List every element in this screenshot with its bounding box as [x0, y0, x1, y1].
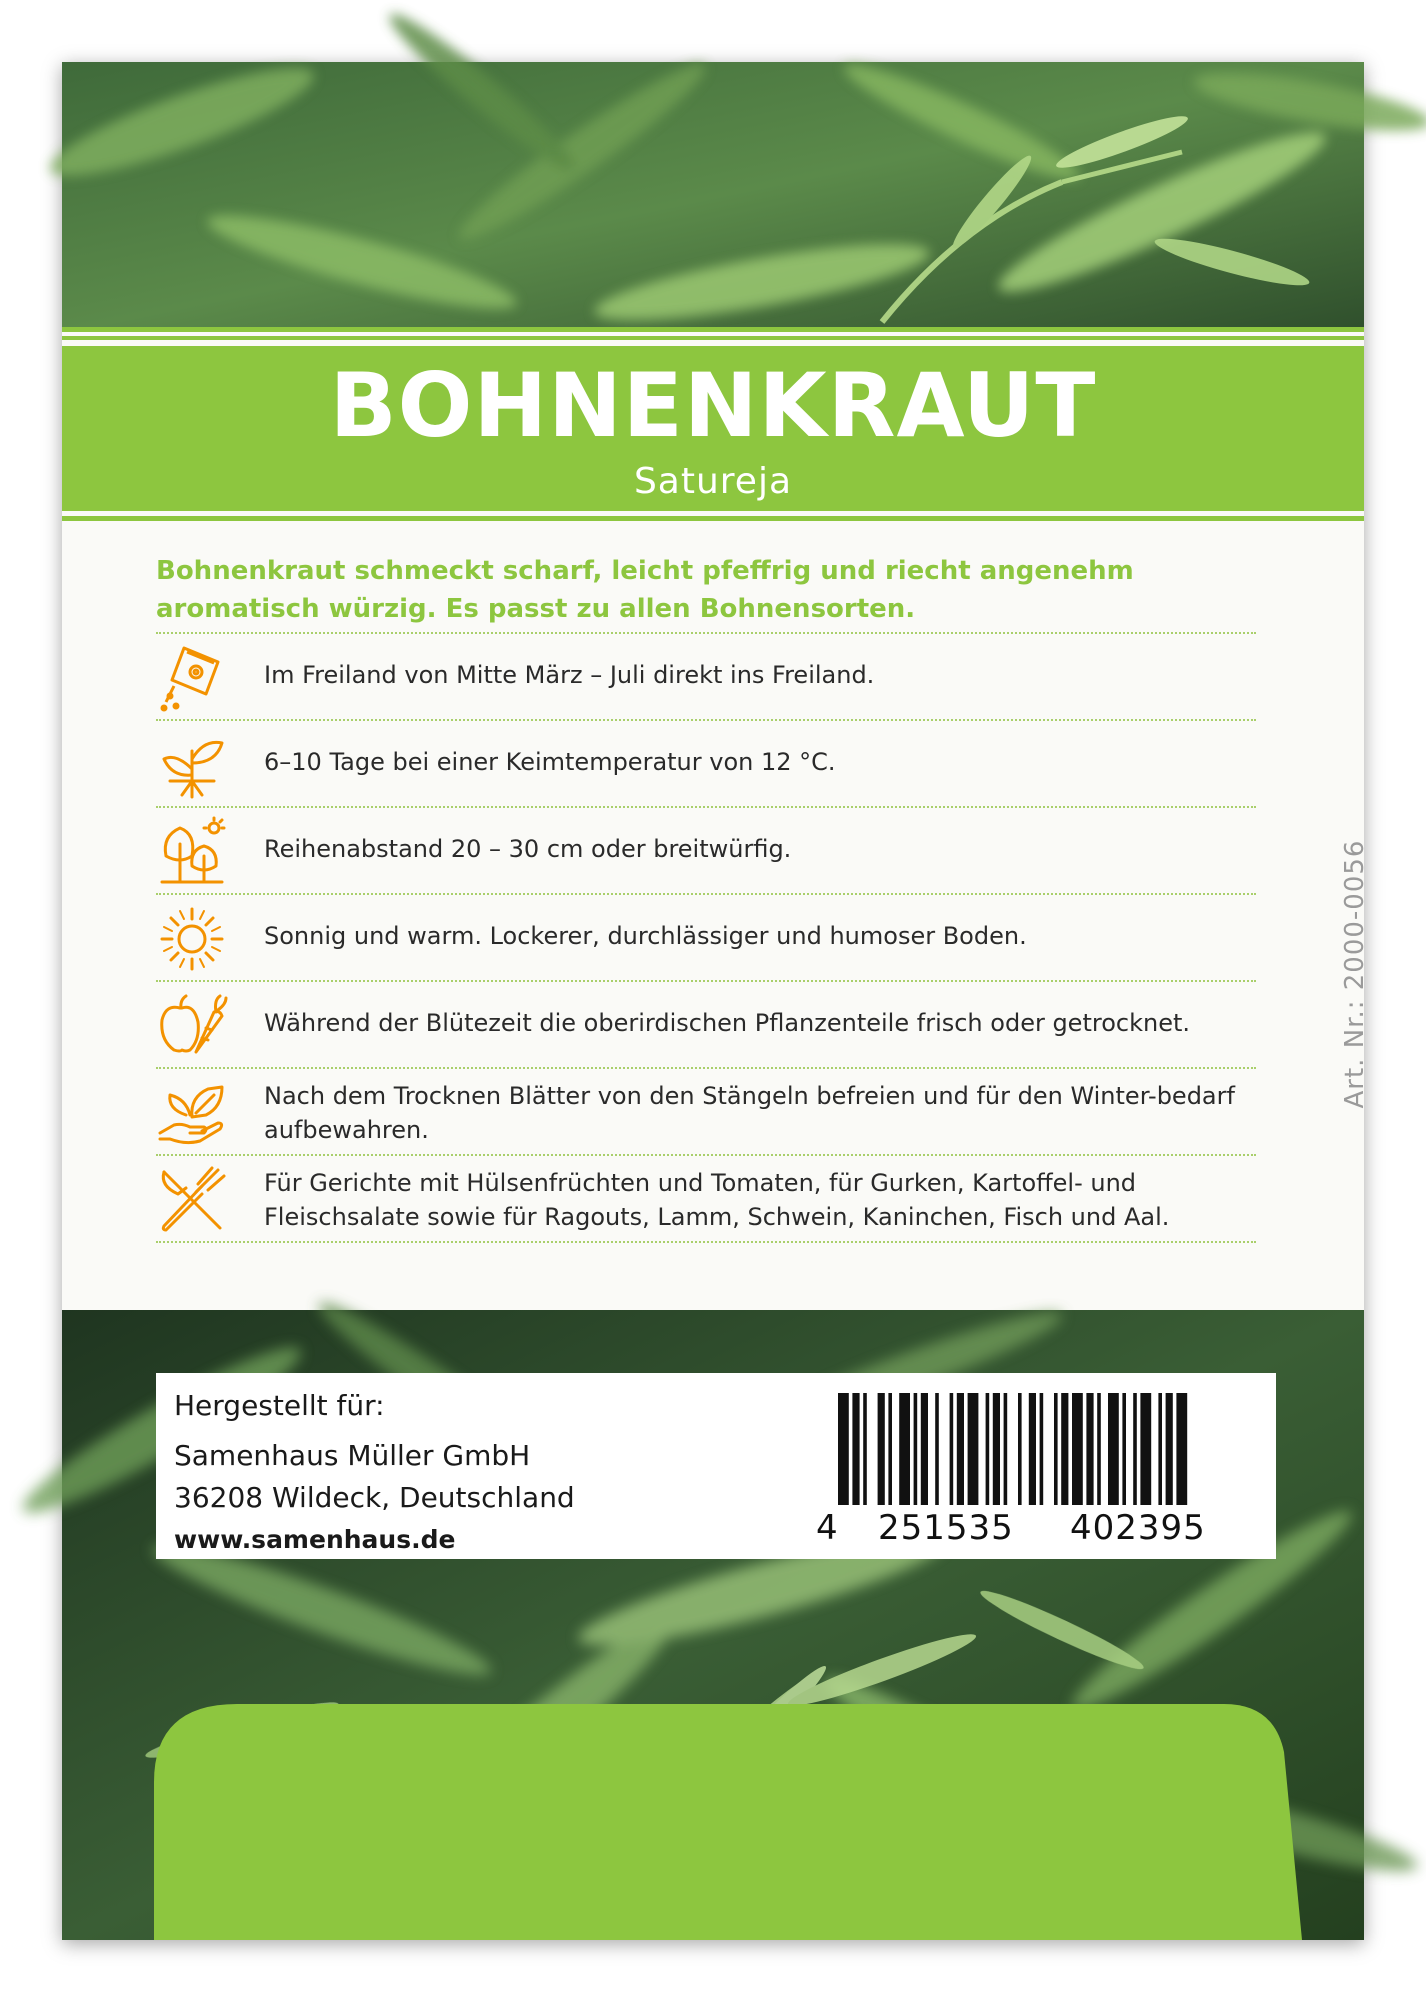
divider-stripe [62, 516, 1364, 521]
info-row-text: Nach dem Trocknen Blätter von den Stängeln befreien und für den Winter-bedarf aufbewahren. [264, 1082, 1235, 1144]
manufacturer-label: Hergestellt für: [174, 1389, 385, 1422]
barcode-bar [1029, 1393, 1036, 1505]
sun-icon [156, 903, 228, 975]
barcode-digits-left: 251535 [878, 1508, 1014, 1548]
barcode-bar [1122, 1393, 1126, 1505]
barcode-bar [852, 1393, 859, 1505]
barcode-bar [914, 1393, 918, 1505]
barcode-bar [1072, 1393, 1083, 1505]
barcode-bar [899, 1393, 910, 1505]
info-row-text: Sonnig und warm. Lockerer, durchlässiger und humoser Boden. [264, 922, 1027, 950]
manufacturer-website[interactable]: www.samenhaus.de [174, 1525, 456, 1554]
info-row-usage [156, 1156, 1256, 1243]
info-row-storage [156, 1069, 1256, 1156]
barcode-bar [957, 1393, 964, 1505]
info-row-text: 6–10 Tage bei einer Keimtemperatur von 12 °C. [264, 748, 836, 776]
product-subtitle: Satureja [633, 461, 793, 502]
knife-fork-icon [156, 1164, 228, 1236]
manufacturer-box [156, 1373, 1276, 1559]
info-row-text: Reihenabstand 20 – 30 cm oder breitwürfig. [264, 835, 792, 863]
barcode-bar [1158, 1393, 1162, 1505]
sprout-icon [156, 729, 228, 801]
barcode-bar [1086, 1393, 1093, 1505]
manufacturer-company: Samenhaus Müller GmbH [174, 1439, 531, 1472]
barcode [808, 1389, 1248, 1549]
hand-leaf-icon [156, 1077, 228, 1149]
info-row-sowing [156, 634, 1256, 721]
barcode-bar [1061, 1393, 1068, 1505]
barcode-bar [1140, 1393, 1151, 1505]
seed-packet-icon [156, 642, 228, 714]
barcode-bar [1166, 1393, 1173, 1505]
barcode-bar [1176, 1393, 1187, 1505]
barcode-bar [993, 1393, 1000, 1505]
barcode-bar [1097, 1393, 1101, 1505]
info-row-location [156, 895, 1256, 982]
intro-text: Bohnenkraut schmeckt scharf, leicht pfeffrig und riecht angenehm aromatisch würzig. Es passt zu allen Bohnensorten. [156, 556, 1134, 624]
apple-carrot-icon [156, 990, 228, 1062]
barcode-bar [1018, 1393, 1022, 1505]
trees-spacing-icon [156, 816, 228, 888]
info-row-text: Im Freiland von Mitte März – Juli direkt ins Freiland. [264, 661, 875, 689]
info-row-harvest [156, 982, 1256, 1069]
barcode-bar [863, 1393, 867, 1505]
barcode-bar [1004, 1393, 1008, 1505]
barcode-bar [986, 1393, 990, 1505]
barcode-bar [838, 1393, 849, 1505]
barcode-bar [935, 1393, 939, 1505]
divider-stripe [62, 336, 1364, 340]
product-title: BOHNENKRAUT [329, 354, 1097, 457]
info-row-text: Während der Blütezeit die oberirdischen Pflanzenteile frisch oder getrocknet. [264, 1009, 1190, 1037]
barcode-bar [1054, 1393, 1058, 1505]
barcode-bar [950, 1393, 954, 1505]
barcode-bar [921, 1393, 928, 1505]
barcode-bar [968, 1393, 979, 1505]
barcode-digits-right: 402395 [1070, 1508, 1206, 1548]
article-number: Art. Nr.: 2000-0056 [1340, 839, 1370, 1109]
herb-photo-top [62, 62, 1364, 332]
barcode-digit-first: 4 [816, 1508, 838, 1548]
barcode-bar [888, 1393, 892, 1505]
barcode-bar [878, 1393, 885, 1505]
info-row-text: Für Gerichte mit Hülsenfrüchten und Tomaten, für Gurken, Kartoffel- und Fleischsalate sowie für Ragouts, Lamm, Schwein, Kaninchen, Fisch und Aal. [264, 1169, 1170, 1231]
manufacturer-info [174, 1385, 575, 1561]
info-row-spacing [156, 808, 1256, 895]
barcode-bar [1133, 1393, 1137, 1505]
manufacturer-address: 36208 Wildeck, Deutschland [174, 1481, 575, 1514]
seed-packet-back [62, 62, 1370, 1940]
divider-stripe [62, 327, 1364, 332]
barcode-bar [1040, 1393, 1044, 1505]
info-row-germination [156, 721, 1256, 808]
barcode-bar [1108, 1393, 1119, 1505]
